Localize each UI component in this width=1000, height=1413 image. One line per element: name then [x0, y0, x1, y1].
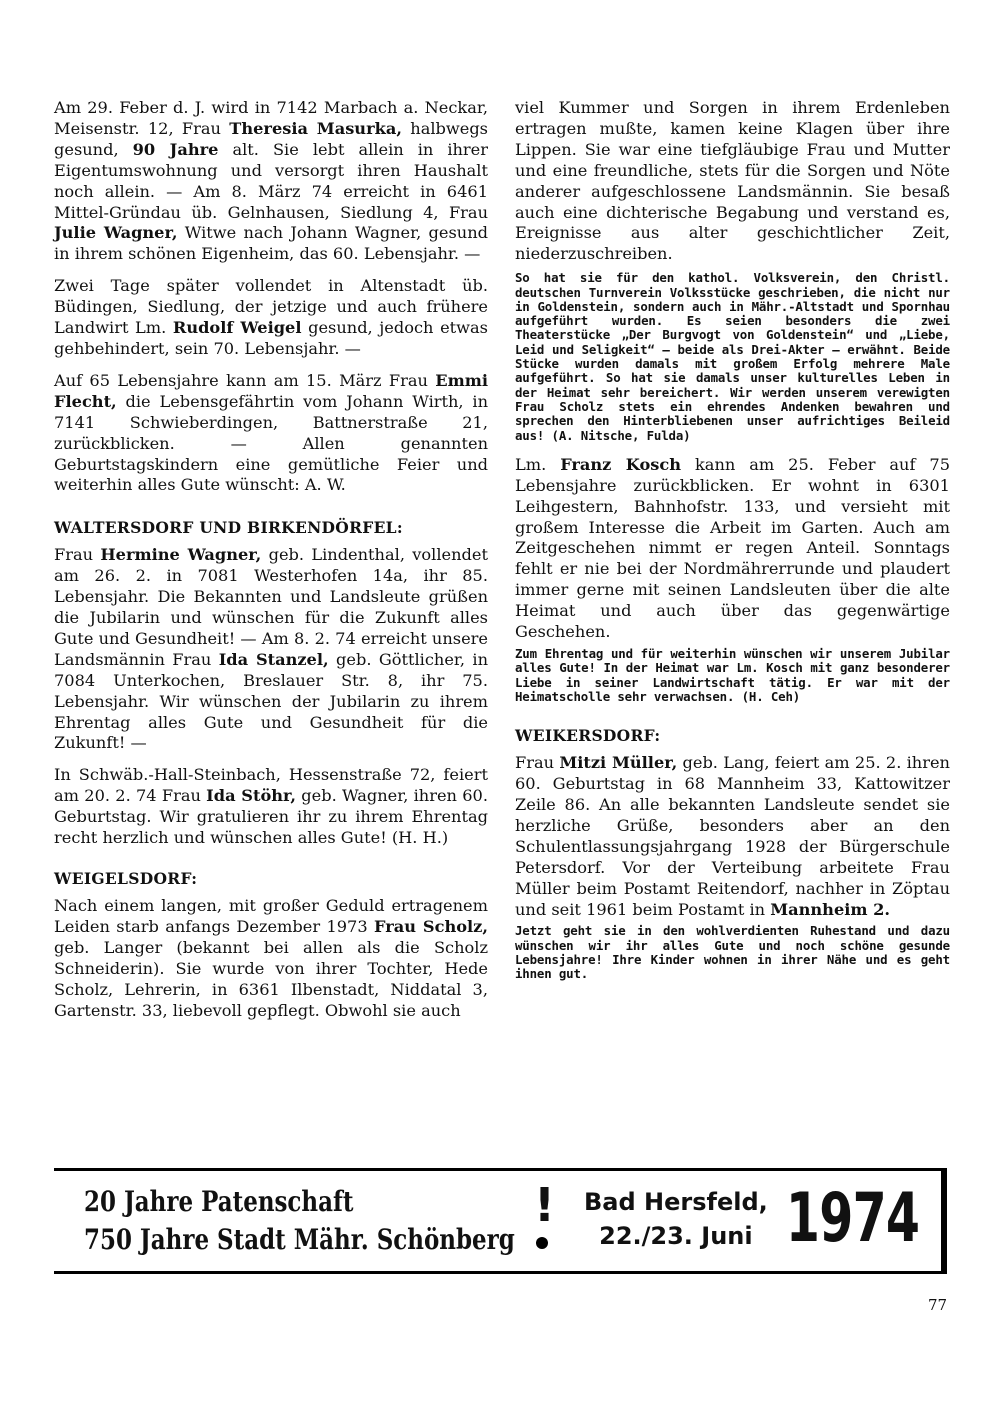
left-column — [54, 98, 488, 1032]
banner-line-1: 20 Jahre Patenschaft — [84, 1185, 354, 1218]
banner-event-details — [584, 1185, 768, 1253]
article-paragraph: Frau Hermine Wagner, geb. Lindenthal, vollendet am 26. 2. in 7081 Westerhofen 14a, ihr 85. Lebensjahr. Die Bekannten und Landsleute grüßen die Jubilarin und wünschen für die Zukunft alles Gute und Gesundheit! — Am 8. 2. 74 erreicht unsere Landsmännin Frau Ida Stanzel, geb. Göttlicher, in 7084 Unterkochen, Breslauer Str. 8, ihr 75. Lebensjahr. Wir wünschen der Jubilarin zu ihrem Ehrentag alles Gute und Gesundheit für die Zukunft! — — [54, 545, 488, 753]
article-paragraph: Am 29. Feber d. J. wird in 7142 Marbach a. Neckar, Meisenstr. 12, Frau Theresia Masurka, halbwegs gesund, 90 Jahre alt. Sie lebt allein in ihrer Eigentumswohnung und versorgt ihren Haushalt noch allein. — Am 8. März 74 erreicht in 6461 Mittel-Gründau üb. Gelnhausen, Siedlung 4, Frau Julie Wagner, Witwe nach Johann Wagner, gesund in ihrem schönen Eigenheim, das 60. Lebensjahr. — — [54, 98, 488, 264]
event-banner — [54, 1168, 947, 1274]
article-paragraph: Auf 65 Lebensjahre kann am 15. März Frau Emmi Flecht, die Lebensgefährtin vom Johann Wirth, in 7141 Schwieberdingen, Battnerstraße 21, zurückblicken. — Allen genannten Geburtstagskindern eine gemütliche Feier und weiterhin alles Gute wünscht: A. W. — [54, 370, 488, 495]
small-print-paragraph: Jetzt geht sie in den wohlverdienten Ruhestand und dazu wünschen wir ihr alles Gute und noch schöne gesunde Lebensjahre! Ihre Kinder wohnen in ihrer Nähe und es geht ihnen gut. — [515, 923, 950, 982]
banner-date: 22./23. Juni — [599, 1222, 753, 1250]
banner-place: Bad Hersfeld, — [584, 1188, 768, 1216]
banner-title — [84, 1183, 515, 1259]
section-heading: WEIKERSDORF: — [515, 726, 661, 746]
banner-year: 1974 — [785, 1179, 919, 1258]
small-print-paragraph: Zum Ehrentag und für weiterhin wünschen wir unserem Jubilar alles Gute! In der Heimat war Lm. Kosch mit ganz besonderer Liebe in seiner Landwirtschaft tätig. Er war mit der Heimatscholle sehr verwachsen. (H. Ceh) — [515, 645, 950, 704]
exclamation-mark: ! — [534, 1178, 555, 1232]
section-heading: WALTERSDORF UND BIRKENDÖRFEL: — [54, 518, 403, 538]
section-heading: WEIGELSDORF: — [54, 869, 198, 888]
right-column — [515, 98, 950, 994]
small-print-paragraph: So hat sie für den kathol. Volksverein, den Christl. deutschen Turnverein Volksstücke geschrieben, die nicht nur in Goldenstein, sondern auch in Mähr.-Altstadt und Spornhau aufgeführt wurden. Es seien besonders die zwei Theaterstücke „Der Burgvogt von Goldenstein“ und „Liebe, Leid und Seligkeit“ — beide als Drei-Akter — erwähnt. Beide Stücke wurden damals mit großem Erfolg mehrere Male aufgeführt. So hat sie damals unser kulturelles Leben in der Heimat sehr bereichert. Wir werden unserem verewigten Frau Scholz stets ein ehrendes Andenken bewahren und sprechen den Hinterbliebenen unser aufrichtiges Beileid aus! (A. Nitsche, Fulda) — [515, 270, 950, 443]
article-paragraph: Frau Mitzi Müller, geb. Lang, feiert am 25. 2. ihren 60. Geburtstag in 68 Mannheim 33, Kattowitzer Zeile 86. An alle bekannten Landsleute sendet sie herzliche Grüße, besonders aber an den Schulentlassungsjahrgang 1928 der Bürgerschule Petersdorf. Vor der Verteibung arbeitete Frau Müller beim Postamt Reitendorf, nachher in Zöptau und seit 1961 beim Postamt in Mannheim 2. — [515, 753, 950, 919]
page-number: 77 — [928, 1296, 948, 1314]
exclamation-dot-icon — [536, 1237, 548, 1249]
article-paragraph: viel Kummer und Sorgen in ihrem Erdenleben ertragen mußte, kamen keine Klagen über ihre Lippen. Sie war eine tiefgläubige Frau und Mutter und eine freundliche, stets für die Sorgen und Nöte anderer aufgeschlossene Landsmännin. Sie besaß auch eine dichterische Begabung und verstand es, Ereignisse aus alter geschichtlicher Zeit, niederzuschreiben. — [515, 98, 950, 264]
article-paragraph: In Schwäb.-Hall-Steinbach, Hessenstraße 72, feiert am 20. 2. 74 Frau Ida Stöhr, geb. Wagner, ihren 60. Geburtstag. Wir gratulieren ihr zu ihrem Ehrentag recht herzlich und wünschen alles Gute! (H. H.) — [54, 765, 488, 848]
banner-line-2: 750 Jahre Stadt Mähr. Schönberg — [84, 1223, 515, 1256]
article-paragraph: Lm. Franz Kosch kann am 25. Feber auf 75 Lebensjahre zurückblicken. Er wohnt in 6301 Leihgestern, Bahnhofstr. 133, und versieht mit großem Interesse die Arbeit im Garten. Auch am Zeitgeschehen nimmt er regen Anteil. Sonntags fehlt er nie bei der Nordmährerrunde und plaudert immer gerne mit seinen Landsleuten über die alte Heimat und auch über das gegenwärtige Geschehen. — [515, 454, 951, 642]
article-paragraph: Zwei Tage später vollendet in Altenstadt üb. Büdingen, Siedlung, der jetzige und auch frühere Landwirt Lm. Rudolf Weigel gesund, jedoch etwas gehbehindert, sein 70. Lebensjahr. — — [54, 276, 488, 358]
article-paragraph: Nach einem langen, mit großer Geduld ertragenem Leiden starb anfangs Dezember 1973 Frau Scholz, geb. Langer (bekannt bei allen als die Scholz Schneiderin). Sie wurde von ihrer Tochter, Hede Scholz, Lehrerin, in 6361 Ilbenstadt, Niddatal 3, Gartenstr. 33, liebevoll gepflegt. Obwohl sie auch — [54, 896, 488, 1020]
